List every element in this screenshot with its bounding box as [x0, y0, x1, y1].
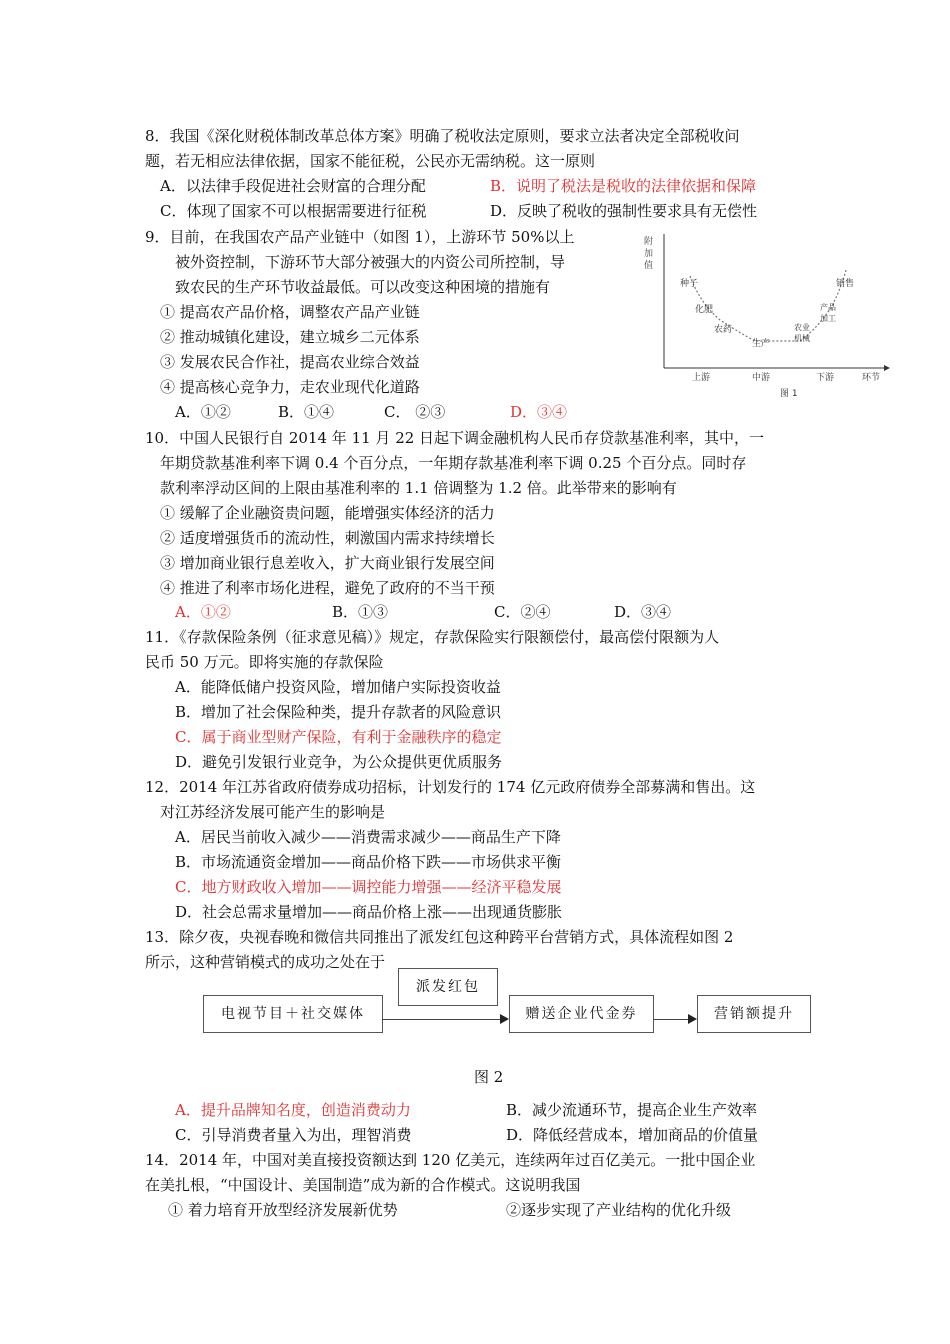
q9-statement-2: ② 推动城镇化建设，建立城乡二元体系 [160, 328, 420, 346]
xtick-upstream: 上游 [692, 373, 711, 383]
q9-option-a: A．①② [175, 403, 231, 421]
q9-option-d-answer: D．③④ [510, 403, 568, 421]
q10-option-b: B．①③ [332, 603, 389, 621]
q9-stem-line3: 致农民的生产环节收益最低。可以改变这种困境的措施有 [175, 278, 551, 296]
q9-option-c: C． ②③ [384, 403, 446, 421]
flow-box-red-envelope: 派发红包 [398, 968, 498, 1006]
figure-1-caption: 图 1 [780, 389, 798, 399]
point-pesticide: 农药 [714, 325, 733, 335]
flow-arrow-1-line [382, 1019, 500, 1020]
point-processing-1: 产品 [820, 303, 836, 312]
q9-statement-3: ③ 发展农民合作社，提高农业综合效益 [160, 353, 420, 371]
flow-arrow-1-head [500, 1014, 509, 1024]
q13-option-b: B．减少流通环节，提高企业生产效率 [506, 1101, 758, 1119]
q14-statement-1: ① 着力培育开放型经济发展新优势 [168, 1201, 398, 1219]
point-seed: 种子 [680, 279, 699, 289]
flow-box-tv-social: 电视节目＋社交媒体 [203, 995, 383, 1033]
q10-stem-line2: 年期贷款基准利率下调 0.4 个百分点，一年期存款基准利率下调 0.25 个百分点。同时存 [160, 454, 747, 472]
q12-option-a: A．居民当前收入减少——消费需求减少——商品生产下降 [175, 828, 561, 846]
q14-statement-2: ②逐步实现了产业结构的优化升级 [506, 1201, 732, 1219]
q14-stem-line2: 在美扎根，“中国设计、美国制造”成为新的合作模式。这说明我国 [145, 1176, 581, 1194]
q13-option-d: D．降低经营成本，增加商品的价值量 [506, 1126, 759, 1144]
q12-option-d: D．社会总需求量增加——商品价格上涨——出现通货膨胀 [175, 903, 563, 921]
q8-option-d: D．反映了税收的强制性要求具有无偿性 [490, 202, 758, 220]
flow-box-voucher: 赠送企业代金券 [509, 995, 654, 1033]
point-processing-2: 加工 [820, 314, 836, 323]
point-fertilizer: 化肥 [695, 305, 714, 315]
q11-option-c-answer: C．属于商业型财产保险，有利于金融秩序的稳定 [175, 728, 502, 746]
xtick-link: 环节 [862, 373, 881, 383]
figure-1-value-chain [640, 228, 890, 408]
q13-stem-line2: 所示，这种营销模式的成功之处在于 [145, 953, 386, 971]
flow-box-sales-rise: 营销额提升 [697, 995, 811, 1033]
point-sales: 销售 [836, 279, 855, 289]
ylabel-char-3: 值 [644, 261, 654, 271]
q12-stem-line1: 12．2014 年江苏省政府债券成功招标，计划发行的 174 亿元政府债券全部募满和售出。这 [145, 778, 756, 796]
q14-stem-line1: 14．2014 年，中国对美直接投资额达到 120 亿美元，连续两年过百亿美元。一批中国企业 [145, 1151, 756, 1169]
xtick-downstream: 下游 [816, 373, 835, 383]
q11-option-d: D．避免引发银行业竞争，为公众提供更优质服务 [175, 753, 503, 771]
figure-2-caption: 图 2 [474, 1068, 504, 1086]
q8-option-a: A．以法律手段促进社会财富的合理分配 [160, 177, 426, 195]
q10-option-a-answer: A．①② [175, 603, 231, 621]
flow-arrow-2-line [653, 1019, 688, 1020]
flow-arrow-2-head [688, 1014, 697, 1024]
q10-statement-1: ① 缓解了企业融资贵问题，能增强实体经济的活力 [160, 504, 495, 522]
q13-stem-line1: 13．除夕夜，央视春晚和微信共同推出了派发红包这种跨平台营销方式，具体流程如图 2 [145, 928, 734, 946]
q11-option-b: B．增加了社会保险种类，提升存款者的风险意识 [175, 703, 502, 721]
q9-option-b: B．①④ [278, 403, 335, 421]
q12-stem-line2: 对江苏经济发展可能产生的影响是 [160, 803, 386, 821]
q9-stem-line2: 被外资控制，下游环节大部分被强大的内资公司所控制，导 [175, 253, 566, 271]
q12-option-b: B．市场流通资金增加——商品价格下跌——市场供求平衡 [175, 853, 562, 871]
q10-statement-3: ③ 增加商业银行息差收入，扩大商业银行发展空间 [160, 554, 495, 572]
q13-option-a-answer: A．提升品牌知名度，创造消费动力 [175, 1101, 411, 1119]
q10-option-c: C．②④ [494, 603, 551, 621]
ylabel-char-1: 附 [644, 237, 654, 247]
q8-stem-line2: 题，若无相应法律依据，国家不能征税，公民亦无需纳税。这一原则 [145, 152, 596, 170]
ylabel-char-2: 加 [644, 249, 654, 259]
q10-statement-4: ④ 推进了利率市场化进程，避免了政府的不当干预 [160, 579, 495, 597]
x-axis-arrow [884, 365, 890, 371]
q8-stem-line1: 8．我国《深化财税体制改革总体方案》明确了税收法定原则，要求立法者决定全部税收问 [145, 127, 740, 145]
q11-option-a: A．能降低储户投资风险，增加储户实际投资收益 [175, 678, 501, 696]
q8-option-b-answer: B．说明了税法是税收的法律依据和保障 [490, 177, 757, 195]
q10-stem-line1: 10．中国人民银行自 2014 年 11 月 22 日起下调金融机构人民币存贷款基准利率，其中，一 [145, 429, 765, 447]
q9-statement-1: ① 提高农产品价格，调整农产品产业链 [160, 303, 420, 321]
point-machinery-1: 农业 [794, 323, 810, 332]
point-machinery-2: 机械 [794, 334, 810, 343]
point-production: 生产 [752, 339, 771, 349]
q13-option-c: C．引导消费者量入为出，理智消费 [175, 1126, 412, 1144]
q11-stem-line2: 民币 50 万元。即将实施的存款保险 [145, 653, 384, 671]
q9-stem-line1: 9．目前，在我国农产品产业链中（如图 1），上游环节 50%以上 [145, 228, 575, 246]
q10-option-d: D．③④ [614, 603, 672, 621]
q11-stem-line1: 11．《存款保险条例（征求意见稿）》规定，存款保险实行限额偿付，最高偿付限额为人 [145, 628, 720, 646]
q12-option-c-answer: C．地方财政收入增加——调控能力增强——经济平稳发展 [175, 878, 562, 896]
q10-stem-line3: 款利率浮动区间的上限由基准利率的 1.1 倍调整为 1.2 倍。此举带来的影响有 [160, 479, 677, 497]
q8-option-c: C．体现了国家不可以根据需要进行征税 [160, 202, 427, 220]
q10-statement-2: ② 适度增强货币的流动性，刺激国内需求持续增长 [160, 529, 495, 547]
xtick-midstream: 中游 [752, 373, 771, 383]
q9-statement-4: ④ 提高核心竞争力，走农业现代化道路 [160, 378, 420, 396]
